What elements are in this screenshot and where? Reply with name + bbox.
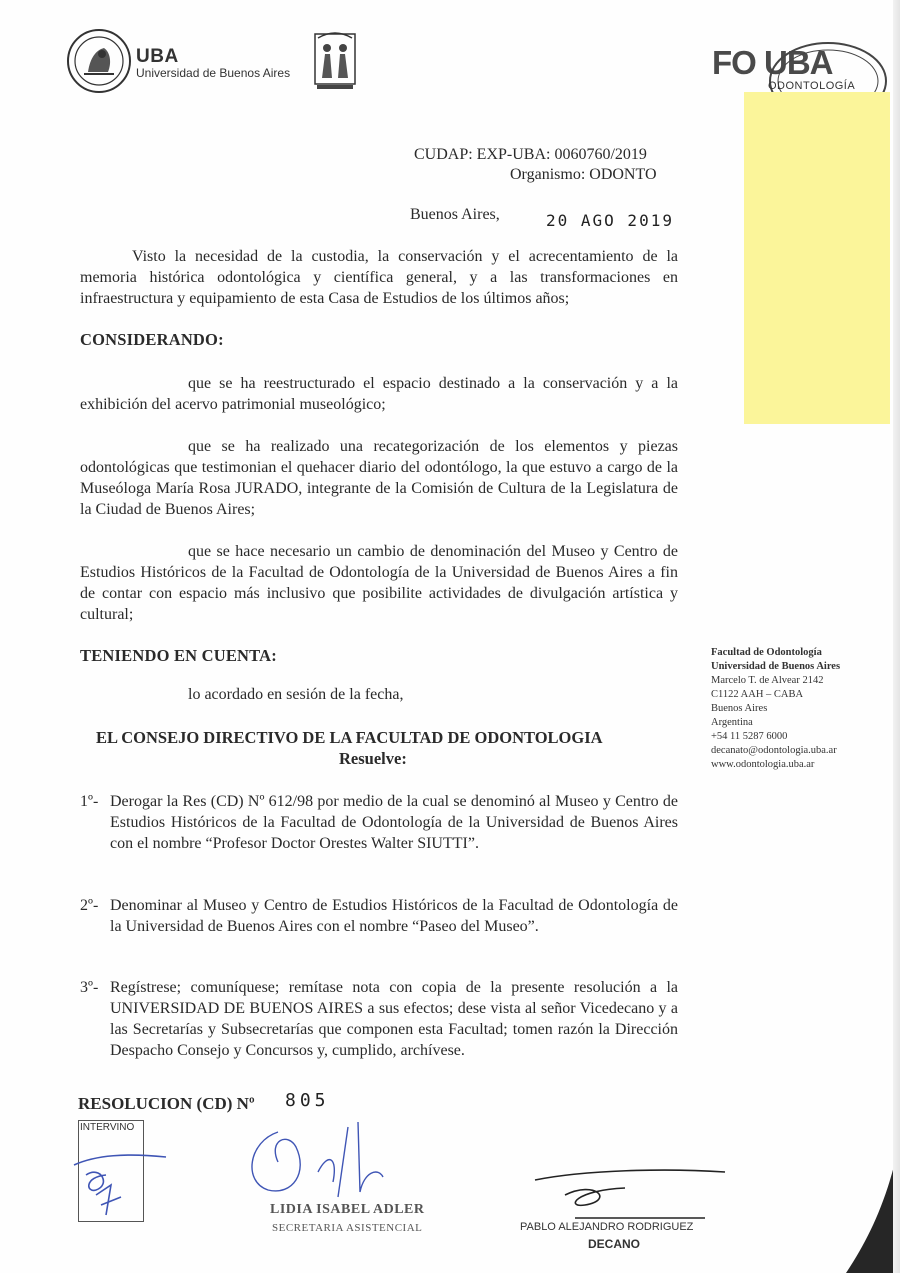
article-2	[80, 895, 678, 937]
address-line: Buenos Aires	[711, 703, 768, 714]
article-text: Regístrese; comuníquese; remítase nota con copia de la presente resolución a la UNIVERSIDAD DE BUENOS AIRES a sus efectos; dese vista al señor Vicedecano y a las Secretarías y Subsecretarías que componen esta Facultad; tomen razón la Dirección Despacho Consejo y Concursos y, cumplido, archívese.	[110, 979, 678, 1059]
stamp-label: ODONTOLOGÍA	[768, 80, 856, 92]
pablo-signature-icon	[505, 1160, 745, 1230]
page-corner-shadow	[838, 1140, 900, 1273]
city-label: Buenos Aires,	[410, 206, 500, 223]
teniendo-heading: TENIENDO EN CUENTA:	[80, 646, 277, 665]
signatory-2-title: DECANO	[588, 1237, 641, 1251]
uba-wordmark: UBA	[136, 46, 179, 67]
council-heading: EL CONSEJO DIRECTIVO DE LA FACULTAD DE ODONTOLOGIA	[96, 728, 603, 747]
article-1	[80, 791, 678, 854]
address-line: Argentina	[711, 717, 753, 728]
article-3	[80, 977, 678, 1061]
article-text: Derogar la Res (CD) Nº 612/98 por medio de la cual se denominó al Museo y Centro de Estudios Históricos de la Facultad de Odontología de la Universidad de Buenos Aires con el nombre “Profesor Doctor Orestes Walter SIUTTI”.	[110, 793, 678, 852]
teniendo-paragraph: lo acordado en sesión de la fecha,	[188, 686, 404, 703]
date-stamp: 20 AGO 2019	[546, 211, 674, 230]
address-line: Marcelo T. de Alvear 2142	[711, 675, 824, 686]
considerando-paragraph-1: que se ha reestructurado el espacio destinado a la conservación y a la exhibición del acervo patrimonial museológico;	[80, 375, 678, 413]
address-line: Facultad de Odontología	[711, 647, 822, 658]
uba-subtitle: Universidad de Buenos Aires	[136, 66, 291, 80]
sticky-note	[744, 92, 890, 424]
resolution-label: RESOLUCION (CD) Nº	[78, 1094, 255, 1113]
address-line: Universidad de Buenos Aires	[711, 661, 841, 672]
signatory-1-title: SECRETARIA ASISTENCIAL	[272, 1222, 423, 1234]
email-line: decanato@odontologia.uba.ar	[711, 745, 837, 756]
resolution-number: 805	[285, 1090, 330, 1111]
resuelve-heading: Resuelve:	[339, 749, 407, 768]
article-number: 3º-	[80, 979, 99, 996]
intro-paragraph: Visto la necesidad de la custodia, la conservación y el acrecentamiento de la memoria histórica odontológica y científica general, y a las transformaciones en infraestructura y equipamiento de esta Casa de Estudios de los últimos años;	[80, 248, 678, 307]
article-number: 1º-	[80, 793, 99, 810]
page-edge	[893, 0, 900, 1273]
considerando-paragraph-2: que se ha realizado una recategorización de los elementos y piezas odontológicas que testimonian el quehacer diario del odontólogo, la que estuvo a cargo de la Museóloga María Rosa JURADO, integrante de la Comisión de Cultura de la Legislatura de la Ciudad de Buenos Aires;	[80, 438, 678, 518]
website-line: www.odontologia.uba.ar	[711, 759, 815, 770]
signatory-2-name: PABLO ALEJANDRO RODRIGUEZ	[520, 1221, 694, 1233]
cudap-reference: CUDAP: EXP-UBA: 0060760/2019	[414, 146, 647, 163]
article-number: 2º-	[80, 897, 99, 914]
uba-seal-icon	[66, 28, 132, 94]
address-line: C1122 AAH – CABA	[711, 689, 804, 700]
article-text: Denominar al Museo y Centro de Estudios Históricos de la Facultad de Odontología de la Universidad de Buenos Aires con el nombre “Paseo del Museo”.	[110, 897, 678, 935]
fo-uba-logo: FO UBA	[712, 44, 833, 81]
initials-signature-icon	[66, 1135, 176, 1230]
considerando-heading: CONSIDERANDO:	[80, 330, 224, 349]
signatory-1-name: LIDIA ISABEL ADLER	[270, 1202, 425, 1217]
intervino-label: INTERVINO	[80, 1122, 135, 1133]
lidia-signature-icon	[238, 1112, 418, 1207]
considerando-paragraph-3: que se hace necesario un cambio de denominación del Museo y Centro de Estudios Históricos de la Facultad de Odontología de la Universidad de Buenos Aires a fin de contar con espacio más inclusivo que posibilite actividades de divulgación artística y cultural;	[80, 543, 678, 623]
phone-line: +54 11 5287 6000	[711, 731, 788, 742]
organismo-reference: Organismo: ODONTO	[510, 166, 657, 183]
faculty-address-block	[711, 646, 840, 772]
faculty-emblem-icon	[312, 28, 358, 92]
